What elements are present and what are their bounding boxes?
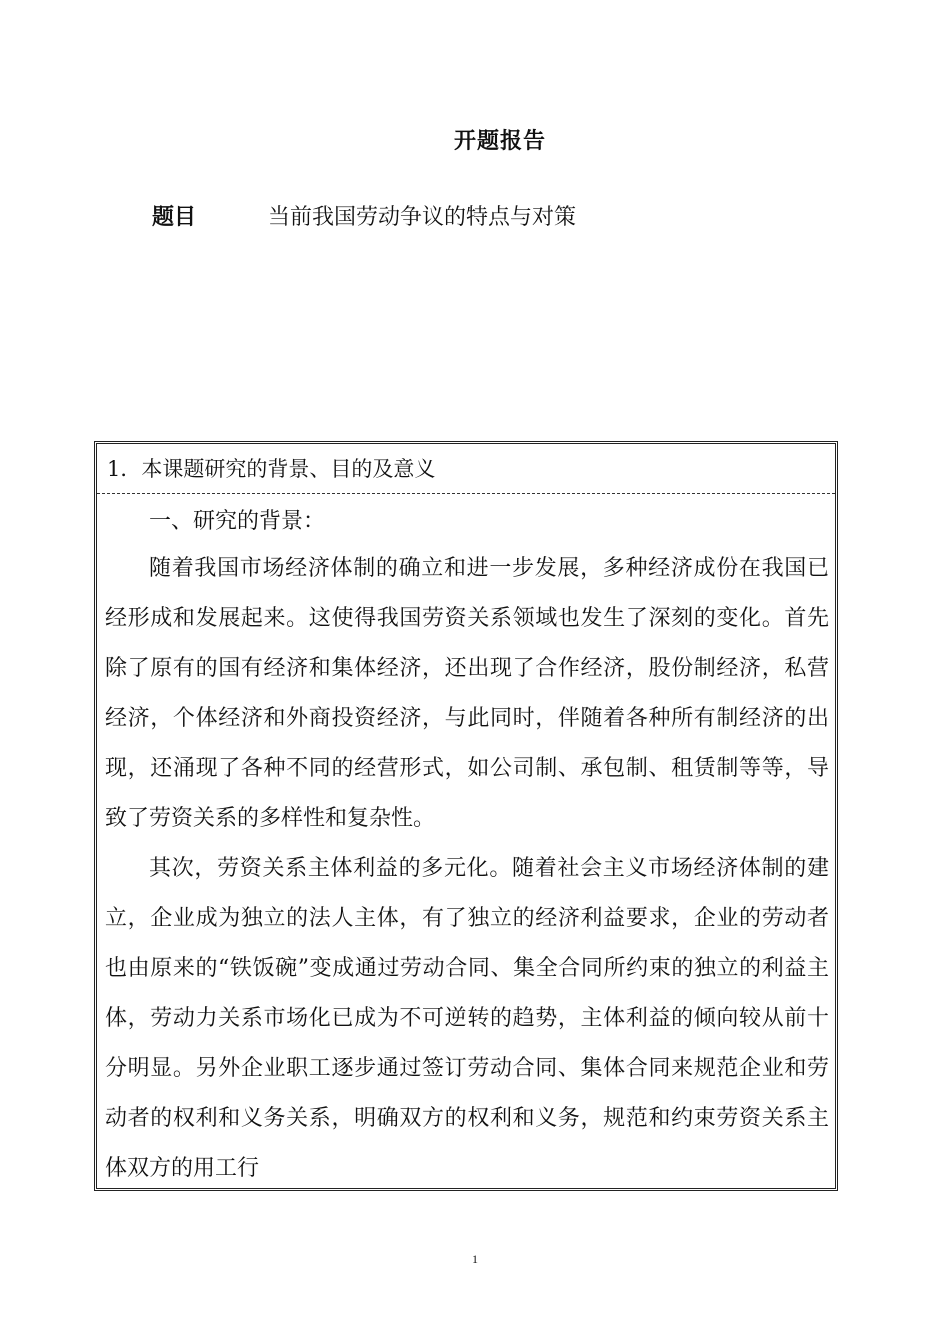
topic-value: 当前我国劳动争议的特点与对策	[268, 205, 577, 230]
section-box	[94, 441, 838, 1191]
section-body	[97, 494, 835, 1194]
page-number: 1	[472, 1252, 478, 1266]
section-subheading: 一、研究的背景：	[149, 509, 326, 534]
body-paragraph-1: 随着我国市场经济体制的确立和进一步发展，多种经济成份在我国已经形成和发展起来。这使得我国劳资关系领域也发生了深刻的变化。首先除了原有的国有经济和集体经济，还出现了合作经济，股份制经济，私营经济，个体经济和外商投资经济，与此同时，伴随着各种所有制经济的出现，还涌现了各种不同的经营形式，如公司制、承包制、租赁制等等，导致了劳资关系的多样性和复杂性。	[105, 556, 829, 831]
topic-label: 题目	[152, 204, 197, 230]
section-heading: 1．本课题研究的背景、目的及意义	[97, 444, 835, 494]
body-paragraph-2: 其次，劳资关系主体利益的多元化。随着社会主义市场经济体制的建立，企业成为独立的法人主体，有了独立的经济利益要求，企业的劳动者也由原来的“铁饭碗”变成通过劳动合同、集全合同所约束的独立的利益主体，劳动力关系市场化已成为不可逆转的趋势，主体利益的倾向较从前十分明显。另外企业职工逐步通过签订劳动合同、集体合同来规范企业和劳动者的权利和义务关系，明确双方的权利和义务，规范和约束劳资关系主体双方的用工行	[105, 856, 829, 1181]
report-title: 开题报告	[453, 128, 546, 154]
